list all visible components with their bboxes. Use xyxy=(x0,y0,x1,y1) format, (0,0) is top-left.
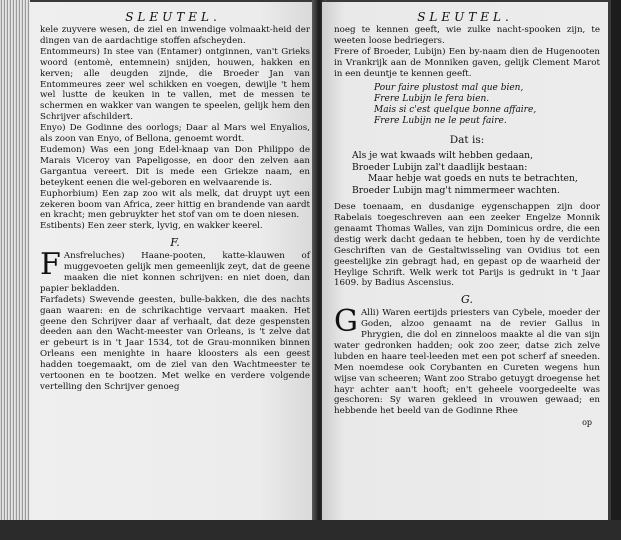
paragraph-cont-right: noeg te kennen geeft, wie zulke nacht-spooken zijn, te weeten loose bedriegers. xyxy=(334,25,600,46)
right-page xyxy=(322,2,608,522)
paragraph-eudemon: Eudemon) Was een jong Edel-knaap van Don Philippo de Marais Viceroy van Papeligosse, en door den zelven aan Gargantua vereert. Dit is mede een Griekze naam, en beteykent eenen die wel-geboren en welvaarende is. xyxy=(40,144,310,188)
dropcap-f: F xyxy=(40,247,61,283)
poem-line: Als je wat kwaads wilt hebben gedaan, xyxy=(352,150,534,162)
paragraph-estibents: Estibents) Een zeer sterk, lyvig, en wakker keerel. xyxy=(40,221,263,232)
dropcap-g: G xyxy=(334,304,358,340)
running-head-right: SLEUTEL. xyxy=(417,10,513,24)
page-edges-right xyxy=(611,0,621,540)
poem-line: Broeder Lubijn mag't nimmermeer wachten. xyxy=(352,184,560,196)
book-bottom-shadow xyxy=(0,520,621,540)
paragraph-cont: kele zuyvere wesen, de ziel en inwendige volmaakt-heid der dingen van de aardachtige stoffen afscheyden. xyxy=(40,25,310,46)
paragraph-galli-text: Alli) Waren eertijds priesters van Cybele, moeder der Goden, alzoo genaamt na de revier Gallus in Phrygien, die dol en zinneloos maakte al die van sijn water gedronken hadden; ook zoo zeer, datse zich zelve lubden en haare teel-leeden met een pot scherf af sneeden. Men noemdese ook Corybanten en Cureten wegens hun wijse van scheeren; Want zoo Strabo getuygt droegense het hayr achter aan't hooft; en't geheele voorgedeelte was geschoren: Sy waren gekleed in vrouwen gewaad; en hebbende het beeld van de Godinne Rhee xyxy=(334,308,600,417)
paragraph-farfadets: Farfadets) Swevende geesten, bulle-bakken, die des nachts gaan waaren: en de schrikachtige vervaart maaken. Het geene den Schrijver daar af verhaalt, dat deze gespensten deeden aan den Wacht-meester van Orleans, is 't zelve dat er gebeurt is in 't Jaar 1534, tot de Grau-monniken binnen Orleans een menighte in haare kloosters als een geest hadden toegemaakt, om de ziel van den Wachtmeester te vertoonen en te bootzen. Met welke en verdere volgende vertelling den Schrijver genoeg xyxy=(40,294,310,392)
paragraph-ansfreluches-text: Ansfreluches) Haane-pooten, katte-klauwen of muggevoeten gelijk men gemeenlijk zeyt, dat de geene maaken die niet konnen schrijven: en niet doen, dan papier bekladden. xyxy=(40,251,310,294)
section-letter-g: G. xyxy=(461,293,473,307)
poem-line: Maar hebje wat goeds en nuts te betrachten, xyxy=(368,173,578,185)
french-verse xyxy=(334,83,600,127)
paragraph-dese: Dese toenaam, en dusdanige eygenschappen zijn door Rabelais toegeschreven aan een zeeker Engelze Monnik genaamt Thomas Walles, van zijn Dominicus ordre, die een destig werk dacht gedaan te hebben, toen hy de verdichte Geschriften van de Gestaltwisseling van Ovidius tot een geestelijke zin gebragt had, en gepast op de waarheid der Heylige Schrift. Welk werk tot Parijs is gedrukt in 't Jaar 1609. by Badius Ascensius. xyxy=(334,202,600,289)
paragraph-entommeurs: Entommeurs) In stee van (Entamer) ontginnen, van't Grieks woord (entomè, entemnein) snijden, houwen, hakken en kerven; alle deugden zijnde, die Broeder Jan van Entommeures zeer wel schikken en voegen, dewijle 't hem wel lustte de keuken in te vallen, met de messen te schermen en wakker van wangen te speelen, gelijk hem den Schrijver afschildert. xyxy=(40,46,310,123)
paragraph-euphorbium: Euphorbium) Een zap zoo wit als melk, dat druypt uyt een zekeren boom van Africa, zeer hittig en brandende van aardt en kracht; men gebruykter het stof van om te doen niesen. xyxy=(40,188,310,221)
paragraph-ansfreluches xyxy=(40,247,310,295)
section-letter-f: F. xyxy=(170,236,180,250)
paragraph-frere: Frere of Broeder, Lubijn) Een by-naam dien de Hugenooten in Vrankrijk aan de Monniken gaven, gelijk Clement Marot in een deuntje te kennen geeft. xyxy=(334,46,600,79)
catchword: op xyxy=(582,418,592,428)
page-edges-left xyxy=(0,0,30,540)
poem-line: Broeder Lubijn zal't daadlijk bestaan: xyxy=(352,161,528,173)
paragraph-galli xyxy=(334,304,600,417)
verse-line: Mais si c'est quelque bonne affaire, xyxy=(374,104,537,115)
verse-line: Frere Lubijn ne le peut faire. xyxy=(374,115,507,126)
left-page-text xyxy=(30,25,316,393)
right-page-text xyxy=(322,25,608,429)
dat-is-heading: Dat is: xyxy=(449,133,485,146)
dutch-poem xyxy=(334,150,600,196)
running-head-left: SLEUTEL. xyxy=(125,10,221,24)
verse-line: Pour faire plustost mal que bien, xyxy=(374,82,524,93)
paragraph-enyo: Enyo) De Godinne des oorlogs; Daar al Mars wel Enyalios, als zoon van Enyo, of Bellona, genoemt wordt. xyxy=(40,123,310,145)
verse-line: Frere Lubijn le fera bien. xyxy=(374,93,490,104)
left-page xyxy=(30,2,316,522)
